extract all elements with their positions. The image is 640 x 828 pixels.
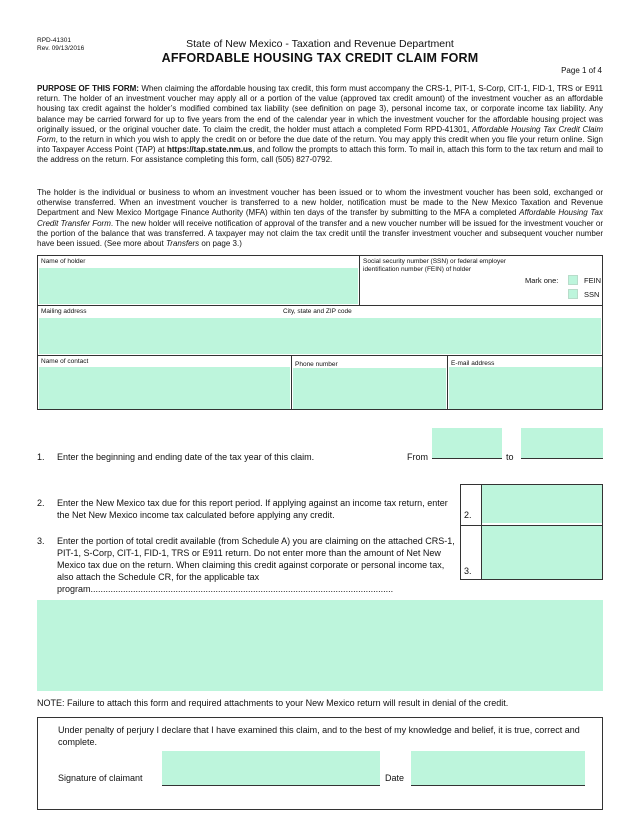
q1-text: Enter the beginning and ending date of the tax year of this claim.	[57, 452, 315, 462]
purpose-lead: PURPOSE OF THIS FORM:	[37, 84, 139, 93]
date-label: Date	[385, 773, 405, 783]
contact-cell	[38, 356, 292, 410]
city-state-zip-label: City, state and ZIP code	[283, 308, 352, 315]
agency-name: State of New Mexico - Taxation and Revenue Department	[186, 38, 454, 50]
signature-field[interactable]	[162, 751, 380, 785]
failure-note: NOTE: Failure to attach this form and required attachments to your New Mexico return will result in denial of the credit.	[37, 698, 509, 708]
penalty-text: Under penalty of perjury I declare that I have examined this claim, and to the best of my knowledge and belief, it is true, correct and complete.	[58, 725, 580, 747]
form-id: RPD-41301	[37, 37, 71, 44]
holder-name-cell	[38, 256, 360, 306]
fein-label: FEIN	[584, 276, 602, 285]
holder-name-label: Name of holder	[41, 258, 86, 265]
email-label: E-mail address	[451, 360, 495, 367]
tax-year-start-line	[432, 458, 502, 459]
ssn-label: SSN	[584, 290, 600, 299]
mailing-address-label: Mailing address	[41, 308, 87, 315]
q1-number: 1.	[37, 452, 45, 462]
signature-label: Signature of claimant	[58, 773, 143, 783]
box3-label: 3.	[464, 566, 472, 576]
phone-field[interactable]	[293, 368, 446, 409]
phone-label: Phone number	[295, 361, 338, 368]
tax-year-end-line	[521, 458, 603, 459]
holder-id-cell	[360, 256, 603, 306]
contact-name-label: Name of contact	[41, 358, 89, 365]
phone-cell	[292, 356, 448, 410]
box2-field[interactable]	[482, 485, 602, 523]
holder-paragraph	[37, 188, 603, 249]
contact-name-field[interactable]	[39, 367, 290, 409]
holder-text-1: The holder is the individual or business to whom an investment voucher has been issued or to whom the investment voucher has been sold, exchanged or otherwise transferred. When an investment voucher is transferred to a new holder, notification must be made to the New Mexico Taxation and Revenue Department and New Mexico Mortgage Finance Authority (MFA) within ten days of the transfer by submitting to the MFA a completed	[37, 188, 603, 218]
tax-year-start-field[interactable]	[432, 428, 502, 458]
fein-checkbox[interactable]	[568, 275, 578, 285]
mark-one-label: Mark one:	[525, 276, 559, 285]
holder-transfers: Transfers	[165, 239, 200, 249]
signature-line	[162, 785, 380, 786]
holder-id-label: Social security number (SSN) or federal employer identification number (FEIN) of holder	[363, 258, 507, 273]
from-label: From	[407, 452, 428, 462]
holder-name-field[interactable]	[39, 268, 358, 304]
purpose-paragraph	[37, 84, 603, 166]
holder-info-table	[37, 255, 603, 410]
box2-label: 2.	[464, 510, 472, 520]
purpose-text-2: , to the return in which you wish to apply the credit on or before the due date of the return. You may apply this credit when you file your return online. Sign into Taxpayer Access Point (TAP) at	[37, 135, 603, 155]
email-field[interactable]	[449, 367, 602, 409]
purpose-text-3: , and follow the prompts to attach this form. To mail in, attach this form to the tax return and mail to the address on the return. For assistance completing this form, call (505) 827-0792.	[37, 145, 603, 165]
penalty-block	[37, 717, 603, 810]
purpose-form-name: Affordable Housing Tax Credit Claim Form	[37, 124, 604, 145]
email-cell	[448, 356, 603, 410]
q2-text: Enter the New Mexico tax due for this report period. If applying against an income tax return, enter the Net New Mexico income tax calculated before applying any credit.	[57, 498, 448, 520]
tax-year-end-field[interactable]	[521, 428, 603, 458]
form-title: AFFORDABLE HOUSING TAX CREDIT CLAIM FORM	[161, 51, 479, 65]
date-field[interactable]	[411, 751, 585, 785]
q3-number: 3.	[37, 536, 45, 546]
page-number: Page 1 of 4	[561, 66, 602, 75]
purpose-text-1: When claiming the affordable housing tax credit, this form must accompany the CRS-1, PIT-1, S-Corp, CIT-1, FID-1, TRS or E911 return. The holder of an investment voucher may apply all or a portion of the value (approved tax credit amount) of the investment voucher as an affordable housing tax credit against the holder’s modified combined tax liability (see definition on page 3), personal income tax, or corporate income tax liability. Any balance may be carried forward for up to five years from the end of the calendar year in which the investment voucher for the affordable housing project was originally issued, or the original voucher date. To claim the credit, the holder must attach a completed Form RPD-41301,	[37, 84, 603, 134]
address-cell	[38, 306, 603, 356]
holder-text-3: on page 3.)	[199, 239, 242, 249]
ssn-checkbox[interactable]	[568, 289, 578, 299]
q2-number: 2.	[37, 498, 45, 508]
holder-text-2: . The new holder will receive notification of approval of the transfer and a new voucher number will be issued for the investment voucher or the portion of the balance that was transferred. A taxpayer may not claim the tax credit until the transfer investment voucher and subsequent voucher number have been issued. (See more about	[37, 218, 604, 249]
q3-text: Enter the portion of total credit available (from Schedule A) you are claiming on the attached CRS-1, PIT-1, S-Corp, CIT-1, FID-1, TRS or E911 return. Do not enter more than the amount of Net New Mexico tax due on the return. When claiming this credit against corporate or personal income tax, also attach the Schedule CR, for the applicable tax program.........................................................................................................................	[57, 536, 455, 594]
holder-form-name: Affordable Housing Tax Credit Transfer Form	[37, 208, 603, 228]
mailing-address-field[interactable]	[39, 318, 601, 354]
form-revision: Rev. 09/13/2016	[37, 45, 85, 52]
to-label: to	[506, 452, 514, 462]
date-line	[411, 785, 585, 786]
box3-field[interactable]	[482, 526, 602, 579]
additional-info-field[interactable]	[37, 600, 603, 691]
tap-url-link[interactable]: https://tap.state.nm.us	[166, 145, 253, 155]
